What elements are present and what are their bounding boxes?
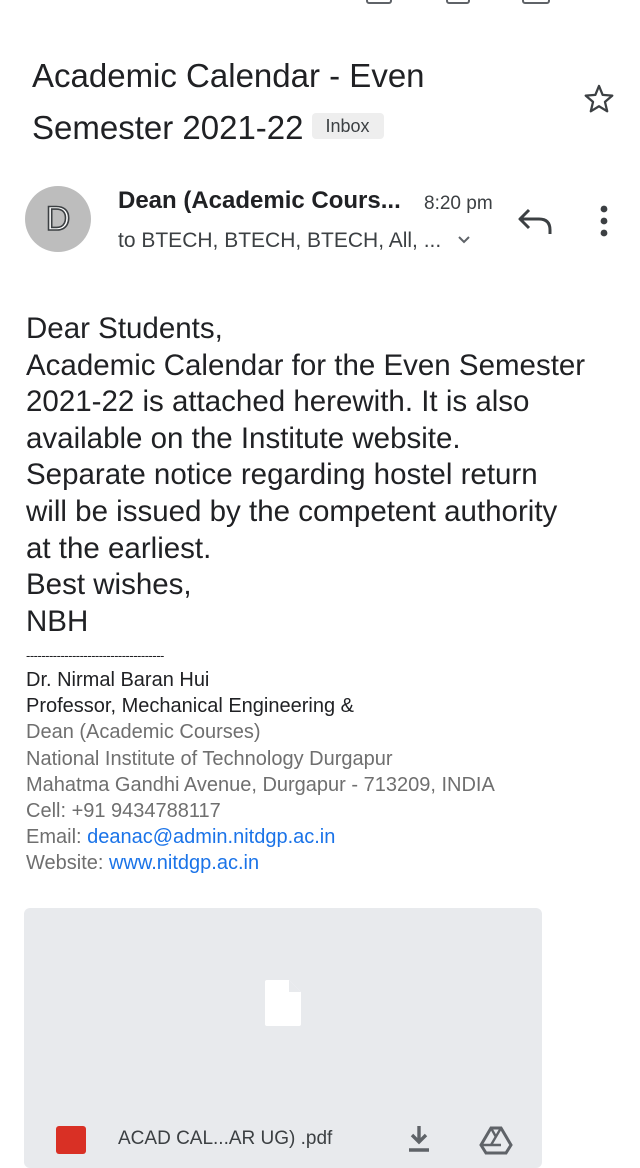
body-line: Separate notice regarding hostel return [26, 458, 538, 492]
signature-separator: ------------------------------------ [26, 648, 164, 663]
signature-role: Dean (Academic Courses) [26, 721, 261, 744]
email-label: Email: [26, 826, 88, 849]
recipients-text: to BTECH, BTECH, BTECH, All, ... [118, 229, 442, 252]
body-line: NBH [26, 604, 89, 638]
pdf-icon [56, 1126, 86, 1154]
body-line: Best wishes, [26, 568, 192, 602]
mail-icon[interactable] [522, 0, 550, 4]
signature-website-link[interactable]: www.nitdgp.ac.in [109, 852, 260, 875]
body-line: at the earliest. [26, 531, 212, 565]
body-line: available on the Institute website. [26, 421, 461, 455]
email-body [26, 311, 626, 640]
subject-header [32, 50, 572, 154]
download-icon[interactable] [406, 1124, 432, 1154]
signature-email-row [26, 824, 495, 850]
body-line: Academic Calendar for the Even Semester [26, 348, 586, 382]
body-line: will be issued by the competent authority [26, 494, 558, 528]
archive-icon[interactable] [366, 0, 392, 4]
signature-email-link[interactable]: deanac@admin.nitdgp.ac.in [87, 826, 336, 849]
signature-name: Dr. Nirmal Baran Hui [26, 669, 210, 691]
drive-icon[interactable] [479, 1126, 513, 1156]
top-toolbar-partial [0, 0, 640, 6]
subject-text: Academic Calendar - Even Semester 2021-22 [32, 57, 425, 146]
email-subject [32, 50, 572, 154]
email-signature [26, 667, 495, 877]
attachment-filename[interactable]: ACAD CAL...AR UG) .pdf [118, 1128, 333, 1149]
sender-avatar[interactable] [25, 186, 91, 252]
recipients-line[interactable] [118, 229, 471, 253]
website-label: Website: [26, 852, 109, 875]
file-icon [263, 978, 303, 1028]
sender-name[interactable]: Dean (Academic Cours... [118, 187, 401, 214]
signature-address: Mahatma Gandhi Avenue, Durgapur - 713209, INDIA [26, 773, 495, 796]
chevron-down-icon[interactable] [457, 235, 471, 245]
signature-position: Professor, Mechanical Engineering & [26, 695, 354, 718]
avatar-initial: D [45, 200, 71, 238]
delete-icon[interactable] [446, 0, 470, 4]
body-line: 2021-22 is attached herewith. It is also [26, 385, 530, 419]
reply-icon[interactable] [515, 204, 555, 238]
email-time: 8:20 pm [424, 193, 493, 214]
body-line: Dear Students, [26, 312, 223, 345]
signature-cell[interactable]: Cell: +91 9434788117 [26, 800, 221, 823]
inbox-label[interactable]: Inbox [312, 113, 384, 139]
star-icon[interactable] [582, 82, 616, 116]
attachment-footer [24, 1122, 542, 1162]
signature-institute: National Institute of Technology Durgapur [26, 747, 393, 770]
more-vert-icon[interactable] [592, 203, 616, 239]
attachment-card[interactable] [24, 908, 542, 1168]
signature-website-row [26, 850, 495, 876]
